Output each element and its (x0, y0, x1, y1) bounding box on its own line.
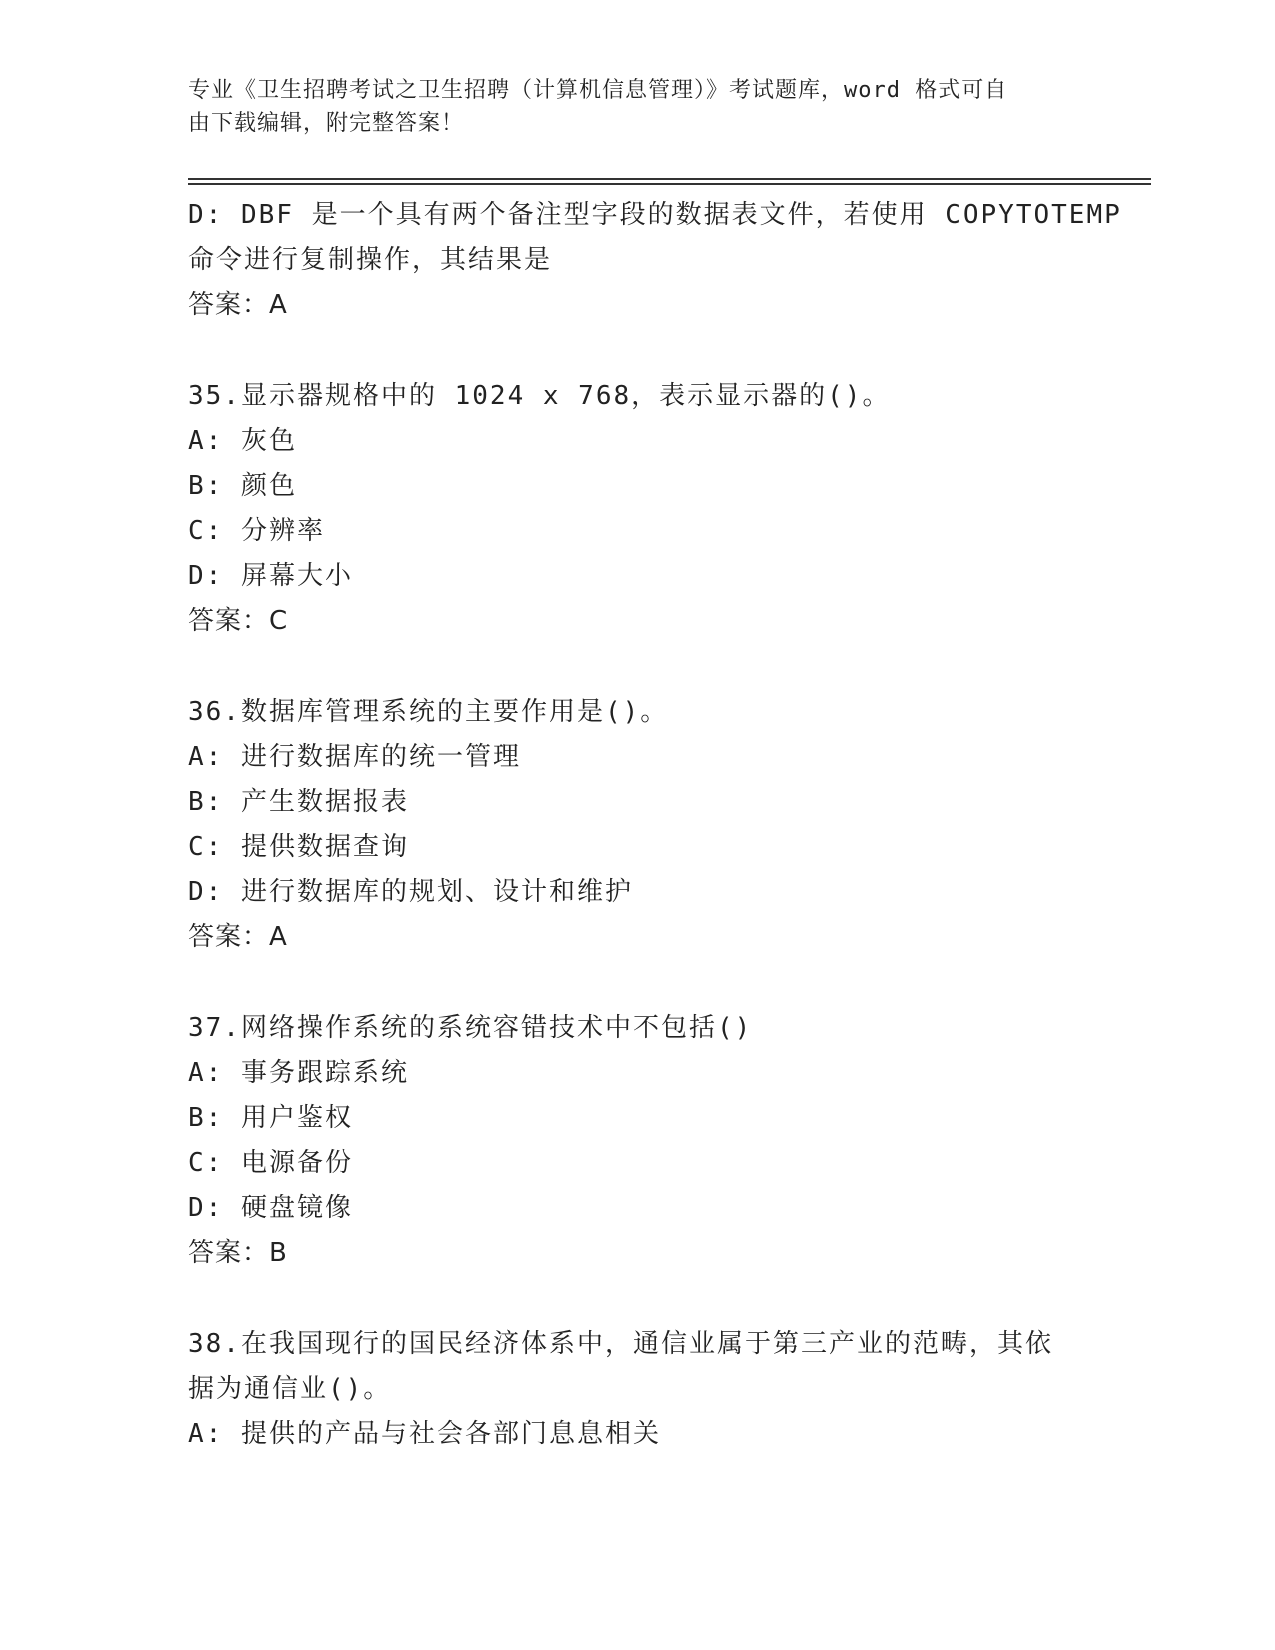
option-a: A: 提供的产品与社会各部门息息相关 (188, 1419, 661, 1449)
question-37 (188, 1006, 1088, 1276)
header-line-1: 专业《卫生招聘考试之卫生招聘（计算机信息管理）》考试题库，word 格式可自 (188, 78, 1008, 103)
question-36 (188, 690, 1088, 960)
question-title-line-1: 38.在我国现行的国民经济体系中，通信业属于第三产业的范畴，其依 (188, 1329, 1053, 1359)
answer-line: 答案：A (188, 290, 288, 320)
answer-line: 答案：A (188, 922, 288, 952)
option-a: A: 事务跟踪系统 (188, 1058, 409, 1088)
document-header (188, 74, 1068, 140)
header-divider-bottom (188, 183, 1151, 185)
question-title: 36.数据库管理系统的主要作用是()。 (188, 697, 669, 727)
question-fragment (188, 193, 1122, 328)
header-line-2: 由下载编辑，附完整答案！ (188, 111, 465, 136)
answer-line: 答案：C (188, 606, 289, 636)
header-divider-top (188, 178, 1151, 180)
answer-line: 答案：B (188, 1238, 288, 1268)
option-b: B: 用户鉴权 (188, 1103, 353, 1133)
question-38 (188, 1322, 1088, 1457)
question-title-line-2: 据为通信业()。 (188, 1374, 392, 1404)
fragment-line-2: 命令进行复制操作，其结果是 (188, 245, 553, 275)
question-list (188, 193, 1122, 1457)
option-b: B: 颜色 (188, 471, 297, 501)
option-d: D: 屏幕大小 (188, 561, 353, 591)
question-title: 37.网络操作系统的系统容错技术中不包括() (188, 1013, 753, 1043)
option-d: D: 硬盘镜像 (188, 1193, 353, 1223)
question-35 (188, 374, 1088, 644)
option-a: A: 进行数据库的统一管理 (188, 742, 521, 772)
fragment-line-1: D: DBF 是一个具有两个备注型字段的数据表文件，若使用 COPYTOTEMP (188, 200, 1122, 230)
option-b: B: 产生数据报表 (188, 787, 409, 817)
question-title: 35.显示器规格中的 1024 x 768，表示显示器的()。 (188, 381, 891, 411)
option-c: C: 分辨率 (188, 516, 325, 546)
option-c: C: 提供数据查询 (188, 832, 409, 862)
option-c: C: 电源备份 (188, 1148, 353, 1178)
option-a: A: 灰色 (188, 426, 297, 456)
option-d: D: 进行数据库的规划、设计和维护 (188, 877, 633, 907)
